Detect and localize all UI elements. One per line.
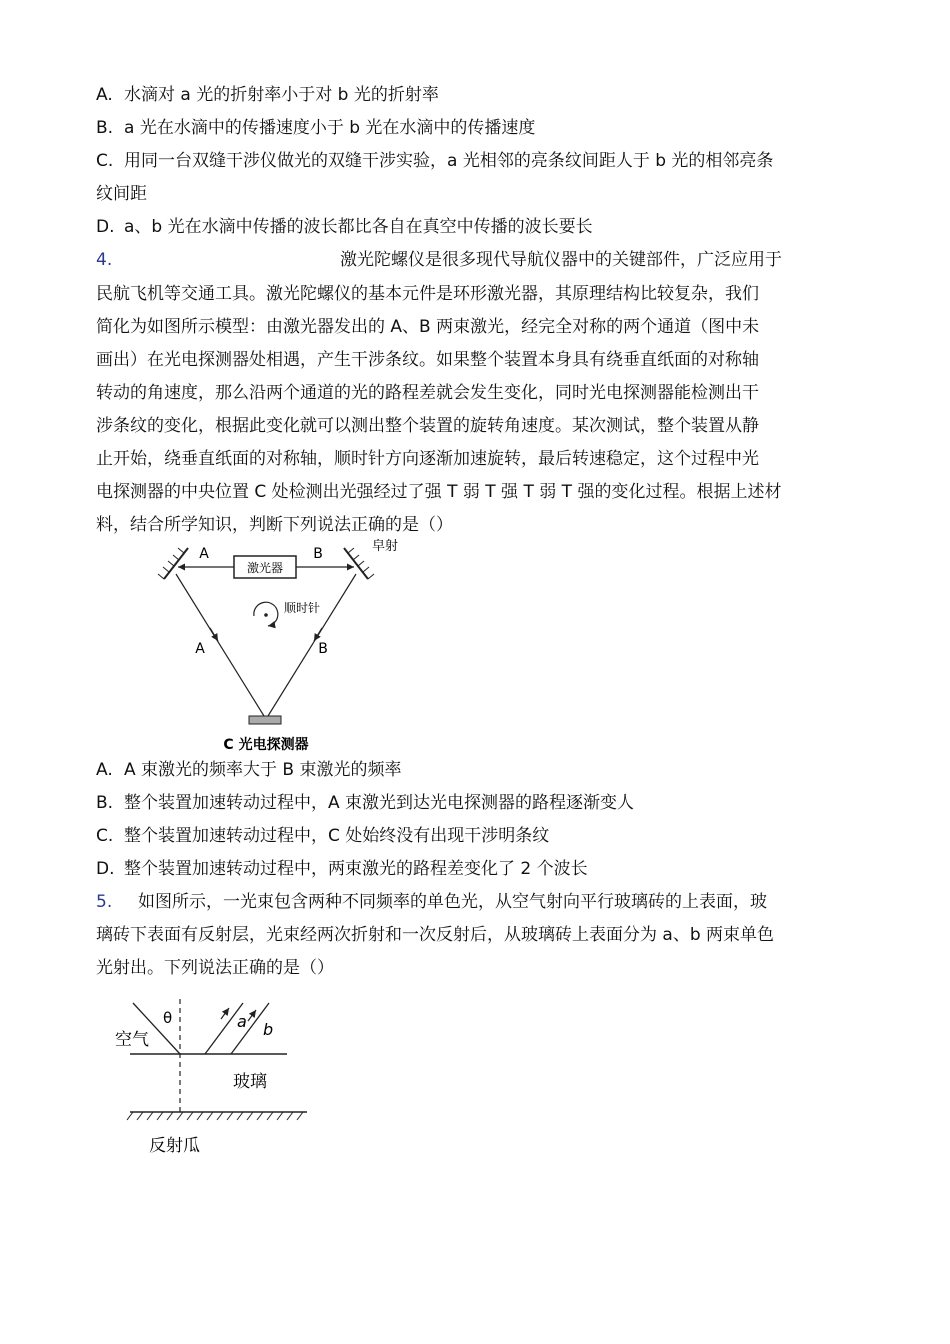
q4-option-a: A. A 束激光的频率大于 B 束激光的频率 <box>96 760 402 780</box>
label-b-side: B <box>318 641 328 657</box>
partial-label: 皁射 <box>372 539 399 554</box>
q4-line-3: 简化为如图所示模型：由激光器发出的 A、B 两束激光，经完全对称的两个通道（图中未 <box>96 317 760 337</box>
q4-line-7: 止开始，绕垂直纸面的对称轴，顺时针方向逐渐加速旋转，最后转速稳定，这个过程中光 <box>96 449 759 469</box>
glass-label: 玻璃 <box>233 1072 267 1092</box>
ray-a-label: a <box>237 1012 247 1031</box>
q5-number: 5. <box>96 892 113 912</box>
right-mirror <box>344 548 374 579</box>
q4-line-4: 画出）在光电探测器处相遇，产生干涉条纹。如果整个装置本身具有绕垂直纸面的对称轴 <box>96 350 759 370</box>
q4-option-c: C. 整个装置加速转动过程中，C 处始终没有出现干涉明条纹 <box>96 826 550 846</box>
q4-line-8: 电探测器的中央位置 C 处检测出光强经过了强 T 弱 T 强 T 弱 T 强的变化过程。根据上述材 <box>96 482 782 502</box>
detector-label: C 光电探测器 <box>223 737 309 753</box>
beam-a-side <box>176 574 264 716</box>
q4-line-5: 转动的角速度，那么沿两个通道的光的路程差就会发生变化，同时光电探测器能检测出干 <box>96 383 759 403</box>
laser-gyroscope-figure <box>150 536 420 758</box>
theta-label: θ <box>163 1009 173 1027</box>
ray-b-label: b <box>263 1020 274 1039</box>
detector-block <box>249 716 281 724</box>
q4-line-9: 料，结合所学知识，判断下列说法正确的是（） <box>96 515 453 535</box>
reflector-label: 反射瓜 <box>149 1136 200 1156</box>
q4-option-d: D. 整个装置加速转动过程中，两束激光的路程差变化了 2 个波长 <box>96 859 588 879</box>
ray-b-arrow <box>248 1010 256 1021</box>
q4-line-1: 激光陀螺仪是很多现代导航仪器中的关键部件，广泛应用于 <box>340 250 782 270</box>
q3-option-c: C. 用同一台双缝干涉仪做光的双缝干涉实验，a 光相邻的亮条纹间距人于 b 光的相邻亮条 <box>96 151 774 171</box>
q3-option-b: B. a 光在水滴中的传播速度小于 b 光在水滴中的传播速度 <box>96 118 536 138</box>
q5-line-1: 如图所示，一光束包含两种不同频率的单色光，从空气射向平行玻璃砖的上表面，玻 <box>138 892 767 912</box>
q4-line-6: 涉条纹的变化，根据此变化就可以测出整个装置的旋转角速度。某次测试，整个装置从静 <box>96 416 759 436</box>
q3-option-d: D. a、b 光在水滴中传播的波长都比各自在真空中传播的波长要长 <box>96 217 593 237</box>
rotation-center-dot <box>264 613 268 617</box>
q3-option-c-continued: 纹间距 <box>96 184 147 204</box>
beam-b-side <box>268 574 356 716</box>
rotation-label: 顺时针 <box>284 601 321 615</box>
air-label: 空气 <box>115 1030 149 1050</box>
laser-label: 激光器 <box>246 561 284 575</box>
label-a-side: A <box>195 641 205 657</box>
left-mirror <box>158 548 188 579</box>
q5-line-2: 璃砖下表面有反射层，光束经两次折射和一次反射后，从玻璃砖上表面分为 a、b 两束单色 <box>96 925 775 945</box>
arrow-a-side <box>210 628 218 641</box>
label-b-top: B <box>313 546 323 562</box>
q5-line-3: 光射出。下列说法正确的是（） <box>96 958 334 978</box>
q4-option-b: B. 整个装置加速转动过程中，A 束激光到达光电探测器的路程逐渐变人 <box>96 793 635 813</box>
glass-slab-figure <box>105 995 325 1165</box>
ray-a-arrow <box>221 1008 229 1019</box>
arrow-b-side <box>314 628 322 641</box>
q4-line-2: 民航飞机等交通工具。激光陀螺仪的基本元件是环形激光器，其原理结构比较复杂，我们 <box>96 284 759 304</box>
q3-option-a: A. 水滴对 a 光的折射率小于对 b 光的折射率 <box>96 85 439 105</box>
q4-number: 4. <box>96 250 113 270</box>
reflector-hatching <box>127 1112 303 1120</box>
label-a-top: A <box>199 546 209 562</box>
